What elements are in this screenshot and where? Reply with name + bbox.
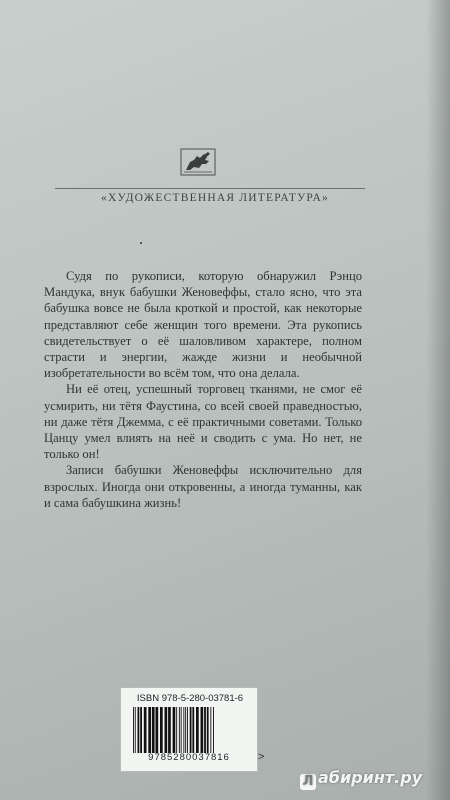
barcode-bar xyxy=(196,707,199,753)
annotation-text xyxy=(44,268,362,511)
barcode-bar xyxy=(210,707,211,753)
barcode-bar xyxy=(183,707,184,753)
barcode-bars xyxy=(131,707,247,753)
barcode-label xyxy=(120,687,258,772)
barcode-bar xyxy=(201,707,204,753)
page-edge-shadow xyxy=(426,0,450,800)
barcode-bar xyxy=(148,707,151,753)
blurb-paragraph: Записи бабушки Женовеффы исключительно для взрослых. Иногда они откровенны, а иногда туманны, как и сама бабушкина жизнь! xyxy=(44,463,362,510)
barcode-bar xyxy=(165,707,168,753)
speck xyxy=(140,242,142,244)
barcode-bar xyxy=(187,707,188,753)
blurb-paragraph: Судя по рукописи, которую обнаружил Рэнцо Мандука, внук бабушки Женовеффы, стало ясно, что эта бабушка вовсе не была кроткой и простой, как некоторые представляют себе женщин того времени. Эта рукопись свидетельствует о её шаловливом характере, полном страсти и энергии, жажде жизни и необычной изобретательности во всём том, что она делала. xyxy=(44,269,362,381)
barcode-bar xyxy=(185,707,186,753)
barcode-bar xyxy=(207,707,209,753)
barcode-bar xyxy=(160,707,163,753)
series-header xyxy=(40,184,390,206)
horse-logo-icon xyxy=(180,148,216,176)
barcode-bar xyxy=(168,707,171,753)
barcode-bar xyxy=(173,707,176,753)
barcode-bar xyxy=(135,707,136,753)
barcode-bar xyxy=(192,707,194,753)
barcode-bar xyxy=(138,707,140,753)
barcode-bar xyxy=(144,707,147,753)
barcode-arrow: > xyxy=(258,751,265,763)
barcode-bar xyxy=(190,707,192,753)
barcode-bar xyxy=(179,707,180,753)
series-title: «ХУДОЖЕСТВЕННАЯ ЛИТЕРАТУРА» xyxy=(101,192,329,204)
watermark-badge: Л xyxy=(300,774,316,790)
barcode-bar xyxy=(133,707,134,753)
barcode-bar xyxy=(181,707,182,753)
barcode-bar xyxy=(156,707,159,753)
barcode-bar xyxy=(204,707,206,753)
barcode-bar xyxy=(140,707,142,753)
barcode-bar xyxy=(213,707,214,753)
labirint-watermark xyxy=(300,768,450,796)
blurb-paragraph: Ни её отец, успешный торговец тканями, не смог её усмирить, ни тётя Фаустина, со всей своей праведностью, ни даже тётя Джемма, с её практичными советами. Только Цанцу умел влиять на неё и сводить с ума. Но нет, не только он! xyxy=(44,382,362,462)
barcode-bar xyxy=(176,707,177,753)
ean-number: 9785280037816 xyxy=(148,752,230,763)
barcode-bar xyxy=(152,707,155,753)
isbn-text: ISBN 978-5-280-03781-6 xyxy=(136,693,244,704)
watermark-text: абиринт.ру xyxy=(318,768,423,787)
